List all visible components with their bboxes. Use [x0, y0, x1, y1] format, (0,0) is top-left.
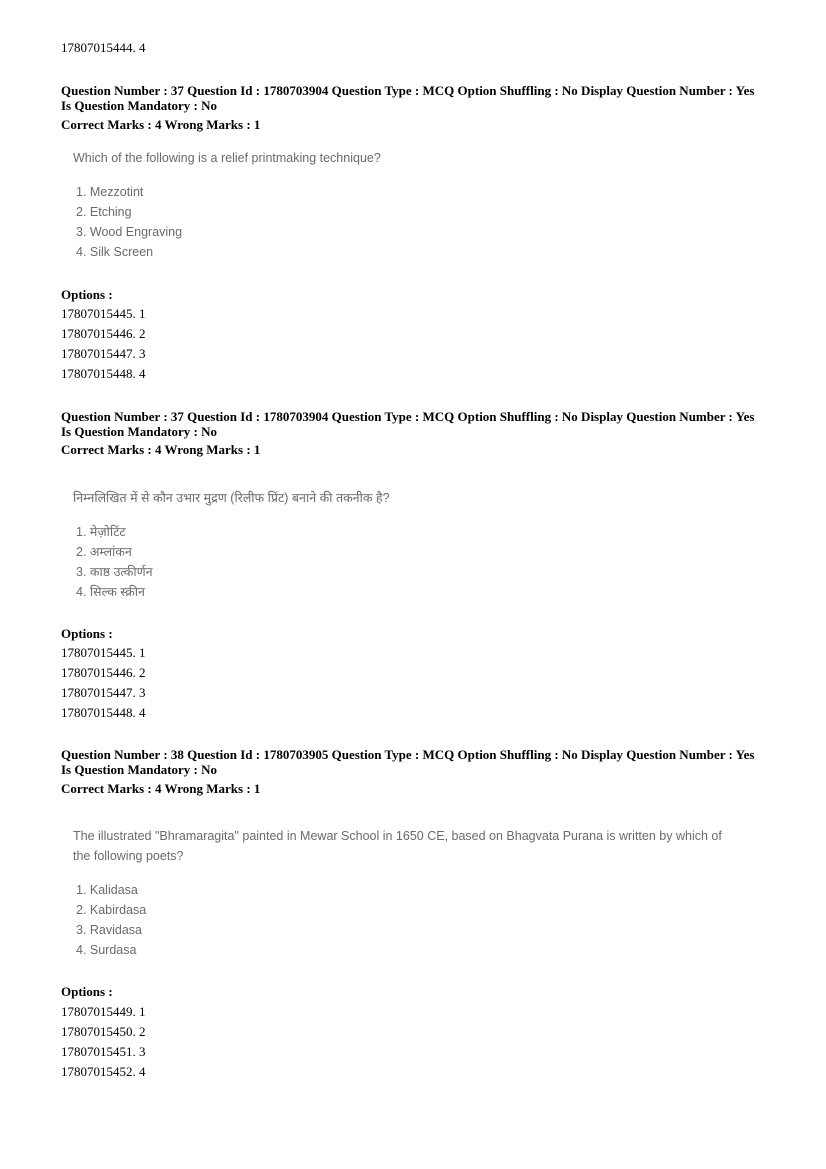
question-choice: 2. Etching — [76, 205, 132, 219]
option-line: 17807015450. 2 — [61, 1024, 146, 1039]
question-text: निम्नलिखित में से कौन उभार मुद्रण (रिलीफ प्रिंट) बनाने की तकनीक है? — [73, 491, 390, 505]
option-line: 17807015448. 4 — [61, 705, 146, 720]
question-header: Question Number : 37 Question Id : 1780703904 Question Type : MCQ Option Shuffling : No Display Question Number : Yes — [61, 83, 755, 98]
option-line: 17807015445. 1 — [61, 645, 146, 660]
option-line: 17807015451. 3 — [61, 1044, 146, 1059]
question-mandatory: Is Question Mandatory : No — [61, 98, 218, 113]
question-marks: Correct Marks : 4 Wrong Marks : 1 — [61, 117, 261, 132]
question-choice: 2. अम्लांकन — [76, 545, 132, 559]
question-choice: 4. सिल्क स्क्रीन — [76, 585, 145, 599]
question-choice: 3. Wood Engraving — [76, 225, 183, 239]
option-line: 17807015449. 1 — [61, 1004, 146, 1019]
question-choice: 2. Kabirdasa — [76, 903, 147, 917]
question-choice: 1. मेज़ोटिंट — [76, 525, 126, 539]
question-marks: Correct Marks : 4 Wrong Marks : 1 — [61, 442, 261, 457]
question-image — [73, 488, 390, 602]
question-image — [73, 148, 381, 262]
question-choice: 1. Kalidasa — [76, 883, 138, 897]
option-line: 17807015444. 4 — [61, 40, 146, 55]
options-label: Options : — [61, 984, 113, 999]
question-text: The illustrated "Bhramaragita" painted in Mewar School in 1650 CE, based on Bhagvata Purana is written by which of — [73, 829, 722, 843]
question-choice: 1. Mezzotint — [76, 185, 144, 199]
option-line: 17807015448. 4 — [61, 366, 146, 381]
option-line: 17807015446. 2 — [61, 326, 146, 341]
option-line: 17807015452. 4 — [61, 1064, 146, 1079]
question-choice: 4. Silk Screen — [76, 245, 154, 259]
question-marks: Correct Marks : 4 Wrong Marks : 1 — [61, 781, 261, 796]
question-mandatory: Is Question Mandatory : No — [61, 762, 218, 777]
question-choice: 3. Ravidasa — [76, 923, 143, 937]
options-label: Options : — [61, 287, 113, 302]
option-line: 17807015446. 2 — [61, 665, 146, 680]
question-choice: 3. काष्ठ उत्कीर्णन — [76, 565, 153, 579]
option-line: 17807015445. 1 — [61, 306, 146, 321]
question-image — [73, 826, 722, 960]
question-choice: 4. Surdasa — [76, 943, 137, 957]
question-text: Which of the following is a relief printmaking technique? — [73, 151, 381, 165]
option-line: 17807015447. 3 — [61, 346, 146, 361]
question-mandatory: Is Question Mandatory : No — [61, 424, 218, 439]
option-line: 17807015447. 3 — [61, 685, 146, 700]
question-header: Question Number : 38 Question Id : 1780703905 Question Type : MCQ Option Shuffling : No Display Question Number : Yes — [61, 747, 755, 762]
options-label: Options : — [61, 626, 113, 641]
question-header: Question Number : 37 Question Id : 1780703904 Question Type : MCQ Option Shuffling : No Display Question Number : Yes — [61, 409, 755, 424]
question-text: the following poets? — [73, 849, 184, 863]
